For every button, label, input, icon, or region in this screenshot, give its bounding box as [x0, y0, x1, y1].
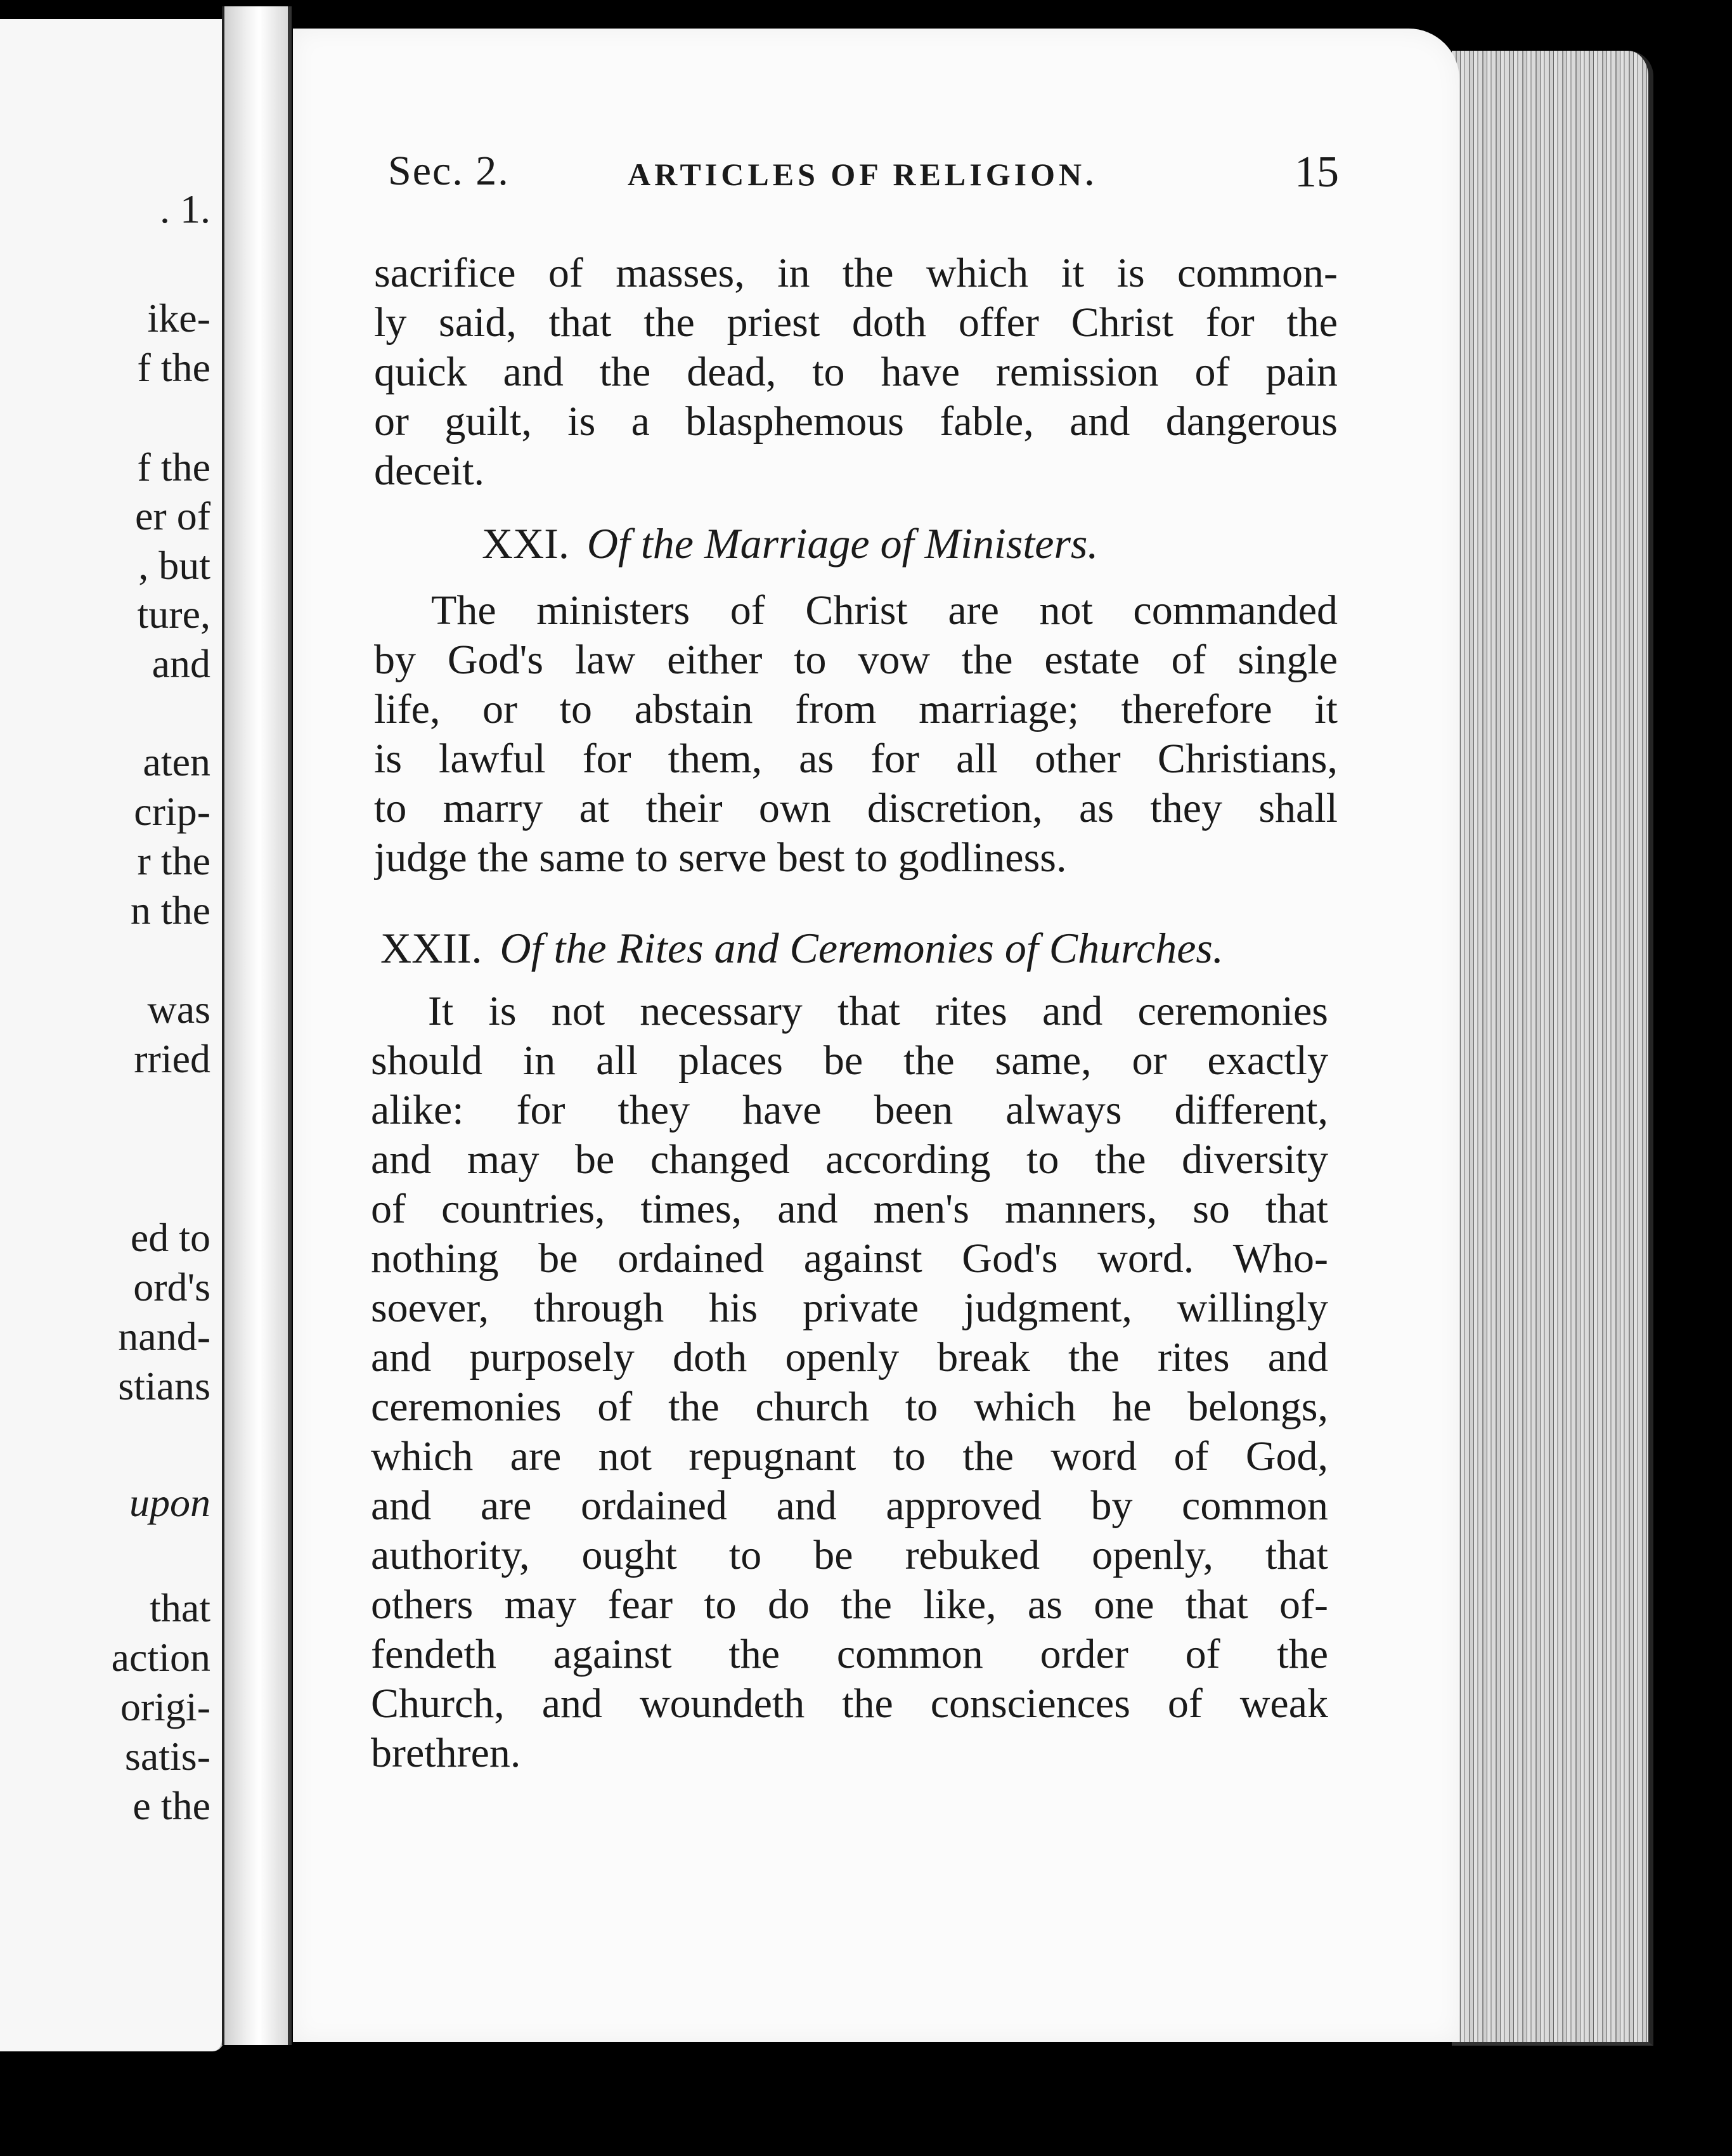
left-page-line: was	[147, 987, 210, 1032]
text-line: alike: for they have been always different,	[371, 1087, 1328, 1133]
text-line: ly said, that the priest doth offer Christ for the	[374, 299, 1338, 346]
left-page-line: action	[111, 1635, 210, 1680]
text-line: should in all places be the same, or exactly	[371, 1037, 1328, 1084]
text-line: quick and the dead, to have remission of pain	[374, 349, 1338, 395]
page-edges	[1452, 51, 1653, 2046]
text-line: and may be changed according to the diversity	[371, 1136, 1328, 1183]
article-21-body	[374, 586, 1338, 883]
left-page-line: that	[150, 1585, 210, 1630]
left-page-line: f the	[137, 445, 210, 490]
left-page-line: ed to	[130, 1215, 210, 1260]
left-page-line: origi-	[120, 1684, 210, 1729]
left-page-line: n the	[130, 888, 210, 933]
left-page-line: and	[152, 641, 210, 686]
left-page-line: nand-	[118, 1314, 210, 1359]
text-line: Church, and woundeth the consciences of weak	[371, 1680, 1328, 1727]
continuation-paragraph	[374, 249, 1338, 496]
article-21-heading	[482, 519, 1098, 569]
left-page-line: ord's	[133, 1264, 210, 1309]
article-22-body	[371, 987, 1328, 1778]
article-22-heading	[380, 923, 1224, 973]
text-line: ceremonies of the church to which he belongs,	[371, 1384, 1328, 1430]
article-21-title: Of the Marriage of Ministers.	[586, 519, 1099, 568]
running-head	[388, 147, 1339, 198]
article-21-number: XXI.	[482, 519, 569, 568]
text-line: soever, through his private judgment, willingly	[371, 1285, 1328, 1331]
text-line: others may fear to do the like, as one that of-	[371, 1581, 1328, 1628]
text-line: fendeth against the common order of the	[371, 1631, 1328, 1677]
left-page-line: aten	[143, 739, 210, 784]
running-head-section: Sec. 2.	[388, 148, 510, 194]
left-page-line: er of	[134, 493, 210, 538]
text-line: authority, ought to be rebuked openly, that	[371, 1532, 1328, 1578]
book-gutter	[222, 6, 292, 2045]
text-line: and purposely doth openly break the rites and	[371, 1334, 1328, 1380]
text-line: of countries, times, and men's manners, so that	[371, 1186, 1328, 1232]
text-line: and are ordained and approved by common	[371, 1483, 1328, 1529]
left-page-line: ike-	[147, 295, 210, 341]
article-22-number: XXII.	[380, 924, 482, 972]
text-line: It is not necessary that rites and ceremonies	[428, 988, 1328, 1034]
text-line: which are not repugnant to the word of God,	[371, 1433, 1328, 1479]
text-line: sacrifice of masses, in the which it is common-	[374, 250, 1338, 296]
left-page-line: stians	[118, 1363, 210, 1408]
left-page-line: ture,	[137, 592, 210, 637]
text-line: brethren.	[371, 1730, 521, 1776]
left-page-line: rried	[134, 1036, 210, 1081]
left-page-line: f the	[137, 345, 210, 390]
text-line: nothing be ordained against God's word. Who-	[371, 1235, 1328, 1282]
text-line: judge the same to serve best to godliness.	[374, 834, 1067, 881]
text-line: by God's law either to vow the estate of single	[374, 637, 1338, 683]
text-line: to marry at their own discretion, as they shall	[374, 785, 1338, 831]
left-page-line: r the	[137, 838, 210, 883]
left-page-line: upon	[129, 1480, 210, 1525]
text-line: The ministers of Christ are not commanded	[431, 587, 1338, 633]
left-page-line: satis-	[124, 1734, 210, 1779]
text-line: deceit.	[374, 448, 485, 494]
text-line: or guilt, is a blasphemous fable, and dangerous	[374, 398, 1338, 445]
page-number: 15	[1295, 148, 1339, 197]
left-page-line: , but	[138, 543, 210, 588]
left-page-line: . 1.	[160, 186, 210, 231]
left-page-line: crip-	[134, 789, 210, 834]
article-22-title: Of the Rites and Ceremonies of Churches.	[500, 924, 1224, 972]
left-page-line: e the	[132, 1783, 210, 1828]
text-line: life, or to abstain from marriage; therefore it	[374, 686, 1338, 732]
running-head-title: ARTICLES OF RELIGION.	[628, 157, 1097, 192]
left-page	[0, 19, 224, 2051]
text-line: is lawful for them, as for all other Christians,	[374, 736, 1338, 782]
